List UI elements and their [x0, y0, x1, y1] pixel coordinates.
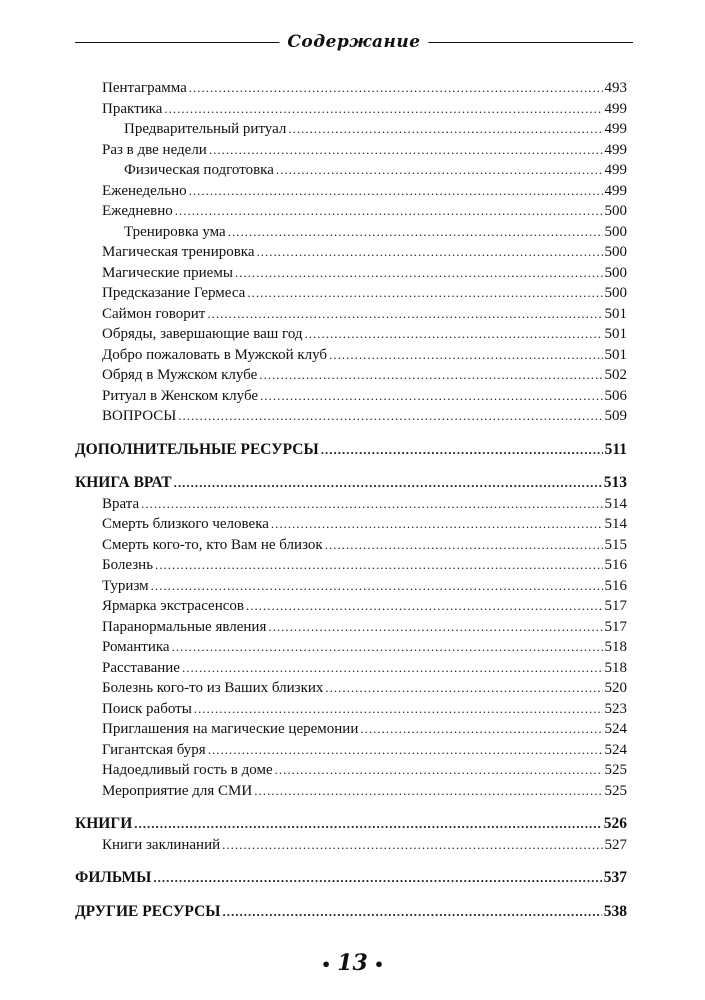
toc-section-other [75, 902, 627, 923]
toc-entry-page: 501 [604, 326, 627, 342]
toc-group-gates [75, 494, 627, 802]
toc-section-resources [75, 440, 627, 461]
toc-entry-page: 516 [604, 577, 627, 594]
toc-section-label: ДРУГИЕ РЕСУРСЫ [75, 902, 221, 920]
toc-section-page: 537 [603, 869, 627, 886]
toc-entry-page: 515 [604, 536, 627, 553]
toc-entry [75, 596, 627, 617]
toc-leader [260, 386, 602, 406]
toc-leader [325, 678, 602, 698]
toc-leader [141, 494, 602, 514]
toc-section-page: 538 [603, 902, 627, 920]
toc-leader [208, 740, 603, 760]
toc-entry-label: Ритуал в Женском клубе [102, 387, 259, 404]
toc-entry [75, 514, 627, 535]
header-title: Содержание [279, 30, 428, 54]
toc-entry [75, 119, 627, 140]
toc-entry-page: 518 [604, 639, 627, 655]
toc-entry-page: 518 [604, 659, 627, 676]
toc-entry-label: Гигантская буря [102, 741, 206, 758]
toc-entry [75, 835, 627, 856]
running-header [75, 30, 633, 54]
toc-leader [189, 78, 603, 98]
toc-entry-page: 520 [604, 680, 627, 696]
toc-entry-label: Еженедельно [102, 182, 187, 199]
toc-entry-label: Приглашения на магические церемонии [102, 721, 359, 737]
toc-leader [209, 140, 603, 160]
toc-entry-label: Магические приемы [102, 264, 233, 281]
toc-entry [75, 740, 627, 761]
toc-entry [75, 365, 627, 386]
toc-entry-page: 502 [604, 367, 627, 383]
toc-entry-label: Болезнь кого-то из Ваших близких [102, 680, 324, 696]
toc-entry-page: 524 [604, 721, 627, 737]
toc-entry-label: Смерть близкого человека [102, 516, 269, 532]
toc-leader [222, 835, 602, 855]
toc-leader [329, 345, 602, 365]
toc-entry [75, 304, 627, 325]
toc-entry-page: 501 [604, 305, 627, 322]
toc-entry [75, 699, 627, 720]
toc-entry [75, 263, 627, 284]
toc-leader [134, 814, 601, 834]
toc-entry-page: 493 [604, 80, 627, 96]
toc-section-page: 511 [604, 440, 627, 458]
toc-entry-label: Романтика [102, 639, 170, 655]
toc-entry [75, 242, 627, 263]
toc-entry-label: Практика [102, 100, 163, 117]
toc-entry-page: 509 [604, 408, 627, 424]
toc-entry [75, 78, 627, 99]
toc-section-label: ДОПОЛНИТЕЛЬНЫЕ РЕСУРСЫ [75, 440, 319, 458]
table-of-contents [75, 78, 627, 922]
toc-entry-label: Поиск работы [102, 700, 192, 717]
toc-leader [275, 760, 603, 780]
toc-entry [75, 555, 627, 576]
toc-entry-page: 500 [604, 264, 627, 281]
toc-leader [228, 222, 603, 242]
toc-entry-label: Предварительный ритуал [124, 121, 287, 137]
toc-entry-page: 516 [604, 557, 627, 573]
page-number-footer [0, 950, 705, 976]
toc-leader [259, 365, 602, 385]
toc-entry-page: 499 [604, 182, 627, 199]
toc-entry-page: 525 [604, 762, 627, 778]
toc-entry-page: 499 [604, 162, 627, 178]
toc-leader [175, 201, 603, 221]
toc-leader [305, 324, 603, 344]
toc-entry [75, 283, 627, 304]
toc-entry-page: 524 [604, 741, 627, 758]
toc-entry-page: 506 [604, 387, 627, 404]
toc-entry-page: 500 [604, 244, 627, 260]
toc-entry [75, 658, 627, 679]
toc-entry-label: Расставание [102, 659, 180, 676]
toc-entry [75, 719, 627, 740]
toc-entry [75, 324, 627, 345]
toc-entry-label: Ежедневно [102, 203, 173, 219]
bullet-left: • [320, 954, 332, 974]
toc-leader [235, 263, 603, 283]
toc-entry [75, 99, 627, 120]
toc-leader [207, 304, 602, 324]
toc-entry-page: 500 [604, 203, 627, 219]
toc-entry-label: Врата [102, 495, 140, 512]
toc-entry-label: Паранормальные явления [102, 618, 267, 635]
toc-leader [174, 473, 602, 493]
toc-entry-page: 523 [604, 700, 627, 717]
toc-entry [75, 201, 627, 222]
toc-leader [325, 535, 603, 555]
toc-leader [164, 99, 602, 119]
toc-leader [268, 617, 602, 637]
toc-section-label: КНИГА ВРАТ [75, 474, 172, 491]
toc-entry [75, 406, 627, 427]
toc-entry [75, 160, 627, 181]
toc-leader [151, 576, 603, 596]
toc-entry [75, 781, 627, 802]
toc-group-books [75, 835, 627, 856]
toc-entry-label: Пентаграмма [102, 80, 187, 96]
toc-entry-page: 500 [604, 285, 627, 301]
toc-leader [257, 242, 603, 262]
toc-section-label: ФИЛЬМЫ [75, 869, 152, 886]
toc-leader [288, 119, 602, 139]
toc-leader [246, 596, 603, 616]
toc-entry-label: ВОПРОСЫ [102, 408, 177, 424]
toc-leader [276, 160, 603, 180]
toc-entry-page: 527 [604, 836, 627, 853]
toc-entry [75, 637, 627, 658]
toc-entry-label: Обряд в Мужском клубе [102, 367, 258, 383]
toc-entry-label: Ярмарка экстрасенсов [102, 598, 244, 614]
toc-entry-page: 500 [604, 223, 627, 240]
toc-leader [153, 868, 601, 888]
toc-leader [360, 719, 602, 739]
toc-leader [194, 699, 603, 719]
toc-entry [75, 386, 627, 407]
toc-entry-label: Туризм [102, 577, 149, 594]
toc-entry-page: 499 [604, 121, 627, 137]
toc-section-films [75, 868, 627, 889]
toc-entry-label: Предсказание Гермеса [102, 285, 246, 301]
toc-section-gates [75, 473, 627, 494]
toc-entry [75, 760, 627, 781]
toc-leader [172, 637, 603, 657]
toc-entry [75, 617, 627, 638]
toc-entry [75, 576, 627, 597]
toc-entry-page: 499 [604, 141, 627, 158]
toc-entry-label: Саймон говорит [102, 305, 206, 322]
toc-entry-label: Магическая тренировка [102, 244, 255, 260]
toc-entry [75, 222, 627, 243]
toc-entry-page: 517 [604, 618, 627, 635]
toc-entry-page: 501 [604, 346, 627, 363]
toc-leader [271, 514, 603, 534]
toc-leader [155, 555, 602, 575]
toc-section-page: 513 [603, 474, 627, 491]
toc-entry-page: 525 [604, 782, 627, 799]
toc-entry-page: 514 [604, 495, 627, 512]
toc-entry-label: Смерть кого-то, кто Вам не близок [102, 536, 323, 553]
page-number: 13 [337, 950, 368, 976]
toc-entry [75, 345, 627, 366]
toc-entry-label: Раз в две недели [102, 141, 207, 158]
toc-leader [254, 781, 602, 801]
toc-entry-page: 499 [604, 100, 627, 117]
toc-leader [247, 283, 602, 303]
toc-section-label: КНИГИ [75, 815, 133, 832]
toc-entry-label: Физическая подготовка [124, 162, 274, 178]
toc-entry-label: Добро пожаловать в Мужской клуб [102, 346, 328, 363]
toc-entry-page: 517 [604, 598, 627, 614]
toc-leader [223, 902, 602, 922]
toc-leader [182, 658, 603, 678]
toc-leader [321, 440, 603, 460]
toc-entry-label: Обряды, завершающие ваш год [102, 326, 303, 342]
toc-entry [75, 494, 627, 515]
toc-entry [75, 140, 627, 161]
toc-entry-label: Надоедливый гость в доме [102, 762, 273, 778]
toc-section-page: 526 [603, 815, 627, 832]
toc-entry-label: Книги заклинаний [102, 836, 221, 853]
toc-section-books [75, 814, 627, 835]
toc-group-practice [75, 78, 627, 427]
toc-entry [75, 181, 627, 202]
toc-leader [178, 406, 602, 426]
toc-entry-page: 514 [604, 516, 627, 532]
toc-leader [189, 181, 603, 201]
bullet-right: • [373, 954, 385, 974]
toc-entry [75, 678, 627, 699]
toc-entry-label: Мероприятие для СМИ [102, 782, 253, 799]
toc-entry-label: Тренировка ума [124, 223, 226, 240]
toc-entry-label: Болезнь [102, 557, 154, 573]
toc-entry [75, 535, 627, 556]
